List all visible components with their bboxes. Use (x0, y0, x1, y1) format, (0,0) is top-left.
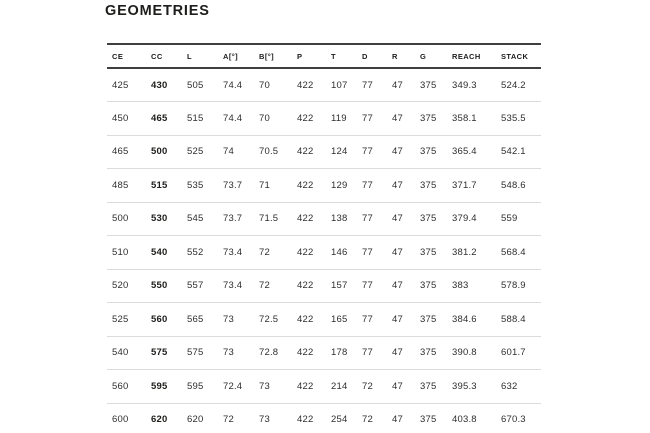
table-cell: 47 (392, 414, 403, 426)
table-row (107, 370, 541, 404)
table-cell: 465 (112, 146, 129, 158)
table-cell: 73.4 (223, 280, 243, 292)
header-row (107, 44, 541, 68)
table-cell: 178 (331, 347, 348, 359)
table-cell: 119 (331, 112, 347, 124)
table-row (107, 68, 541, 102)
table-cell: 47 (392, 380, 403, 392)
table-row (107, 169, 541, 203)
table-cell: 73 (259, 414, 270, 426)
table-cell: 422 (297, 313, 314, 325)
table-cell: 375 (420, 414, 437, 426)
table-cell: 620 (151, 414, 168, 426)
table-cell: 72 (223, 414, 234, 426)
table-cell: 550 (151, 280, 168, 292)
table-cell: 425 (112, 79, 129, 91)
table-cell: 422 (297, 213, 314, 225)
column-header-stack: STACK (501, 51, 529, 61)
table-cell: 138 (331, 213, 348, 225)
table-cell: 375 (420, 79, 437, 91)
table-cell: 422 (297, 414, 314, 426)
table-cell: 450 (112, 112, 129, 124)
table-cell: 72 (259, 280, 270, 292)
table-cell: 430 (151, 79, 168, 91)
table-cell: 70 (259, 112, 270, 124)
table-cell: 560 (112, 380, 129, 392)
table-cell: 535 (187, 179, 204, 191)
table-row (107, 236, 541, 270)
table-cell: 72 (362, 380, 373, 392)
table-cell: 77 (362, 313, 373, 325)
table-cell: 47 (392, 280, 403, 292)
table-cell: 525 (187, 146, 204, 158)
table-cell: 565 (187, 313, 204, 325)
table-cell: 73 (223, 347, 234, 359)
table-cell: 515 (151, 179, 168, 191)
table-cell: 77 (362, 246, 373, 258)
table-cell: 47 (392, 146, 403, 158)
table-cell: 371.7 (452, 179, 477, 191)
table-cell: 157 (331, 280, 348, 292)
table-row (107, 269, 541, 303)
table-cell: 552 (187, 246, 204, 258)
table-cell: 379.4 (452, 213, 477, 225)
column-header-reach: REACH (452, 51, 481, 61)
table-row (107, 135, 541, 169)
table-row (107, 303, 541, 337)
table-cell: 146 (331, 246, 348, 258)
table-body (107, 68, 541, 433)
table-cell: 515 (187, 112, 204, 124)
table-cell: 620 (187, 414, 204, 426)
table-cell: 72.4 (223, 380, 243, 392)
table-cell: 403.8 (452, 414, 477, 426)
table-cell: 74.4 (223, 79, 243, 91)
table-cell: 73.7 (223, 179, 243, 191)
table-cell: 70.5 (259, 146, 279, 158)
table-cell: 465 (151, 112, 168, 124)
column-header-cc: CC (151, 51, 163, 61)
table-cell: 71.5 (259, 213, 279, 225)
table-cell: 47 (392, 79, 403, 91)
table-cell: 74.4 (223, 112, 243, 124)
table-cell: 395.3 (452, 380, 477, 392)
table-cell: 129 (331, 179, 348, 191)
table-row (107, 403, 541, 433)
table-cell: 560 (151, 313, 168, 325)
table-cell: 47 (392, 213, 403, 225)
table-cell: 72.8 (259, 347, 279, 359)
table-header (107, 44, 541, 68)
table-cell: 595 (187, 380, 204, 392)
table-cell: 77 (362, 280, 373, 292)
table-cell: 74 (223, 146, 234, 158)
column-header-ce: CE (112, 51, 124, 61)
table-cell: 530 (151, 213, 168, 225)
table-cell: 107 (331, 79, 348, 91)
table-cell: 422 (297, 146, 314, 158)
table-cell: 73 (223, 313, 234, 325)
table-cell: 47 (392, 347, 403, 359)
table-cell: 578.9 (501, 280, 526, 292)
table-cell: 375 (420, 213, 437, 225)
table-cell: 375 (420, 146, 437, 158)
table-cell: 77 (362, 347, 373, 359)
table-cell: 72.5 (259, 313, 279, 325)
table-cell: 575 (187, 347, 204, 359)
table-cell: 485 (112, 179, 129, 191)
geometry-table (107, 43, 541, 433)
table-cell: 375 (420, 112, 437, 124)
column-header-g: G (420, 51, 427, 61)
column-header-a: A[°] (223, 51, 239, 61)
column-header-r: R (392, 51, 398, 61)
table-cell: 165 (331, 313, 348, 325)
column-header-l: L (187, 51, 192, 61)
table-cell: 383 (452, 280, 469, 292)
table-cell: 545 (187, 213, 204, 225)
table-cell: 72 (259, 246, 270, 258)
table-cell: 358.1 (452, 112, 477, 124)
table-cell: 505 (187, 79, 204, 91)
table-cell: 422 (297, 280, 314, 292)
table-cell: 422 (297, 112, 314, 124)
table-cell: 77 (362, 179, 373, 191)
table-cell: 349.3 (452, 79, 477, 91)
table-cell: 500 (151, 146, 168, 158)
table-cell: 71 (259, 179, 270, 191)
table-cell: 77 (362, 79, 373, 91)
table-cell: 381.2 (452, 246, 477, 258)
table-cell: 568.4 (501, 246, 526, 258)
table-cell: 525 (112, 313, 129, 325)
table-cell: 384.6 (452, 313, 477, 325)
table-cell: 632 (501, 380, 518, 392)
table-cell: 47 (392, 179, 403, 191)
column-header-t: T (331, 51, 336, 61)
table-cell: 214 (331, 380, 348, 392)
table-cell: 77 (362, 112, 373, 124)
table-cell: 77 (362, 146, 373, 158)
table-cell: 540 (151, 246, 168, 258)
table-cell: 375 (420, 313, 437, 325)
table-cell: 595 (151, 380, 168, 392)
table-cell: 375 (420, 380, 437, 392)
table-cell: 575 (151, 347, 168, 359)
page-title: GEOMETRIES (105, 3, 210, 19)
table-cell: 375 (420, 347, 437, 359)
table-cell: 600 (112, 414, 129, 426)
table-cell: 73 (259, 380, 270, 392)
table-cell: 422 (297, 380, 314, 392)
table-cell: 365.4 (452, 146, 477, 158)
table-cell: 77 (362, 213, 373, 225)
table-cell: 601.7 (501, 347, 526, 359)
table-cell: 520 (112, 280, 129, 292)
table-cell: 73.4 (223, 246, 243, 258)
column-header-b: B[°] (259, 51, 275, 61)
table-cell: 535.5 (501, 112, 526, 124)
table-cell: 375 (420, 179, 437, 191)
table-cell: 588.4 (501, 313, 526, 325)
table-cell: 47 (392, 246, 403, 258)
table-cell: 70 (259, 79, 270, 91)
table-cell: 254 (331, 414, 348, 426)
table-cell: 422 (297, 246, 314, 258)
table-row (107, 102, 541, 136)
table-cell: 422 (297, 179, 314, 191)
table-cell: 375 (420, 280, 437, 292)
table-row (107, 202, 541, 236)
table-cell: 422 (297, 79, 314, 91)
table-cell: 124 (331, 146, 348, 158)
table-cell: 670.3 (501, 414, 526, 426)
column-header-d: D (362, 51, 368, 61)
table-cell: 375 (420, 246, 437, 258)
table-cell: 47 (392, 313, 403, 325)
table-cell: 524.2 (501, 79, 526, 91)
table-cell: 510 (112, 246, 129, 258)
table-cell: 390.8 (452, 347, 477, 359)
table-cell: 47 (392, 112, 403, 124)
table-cell: 500 (112, 213, 129, 225)
column-header-p: P (297, 51, 303, 61)
table-cell: 73.7 (223, 213, 243, 225)
table-cell: 548.6 (501, 179, 526, 191)
table-cell: 540 (112, 347, 129, 359)
table-cell: 72 (362, 414, 373, 426)
table-cell: 557 (187, 280, 204, 292)
table-cell: 559 (501, 213, 518, 225)
table-cell: 422 (297, 347, 314, 359)
table-cell: 542.1 (501, 146, 526, 158)
table-row (107, 336, 541, 370)
